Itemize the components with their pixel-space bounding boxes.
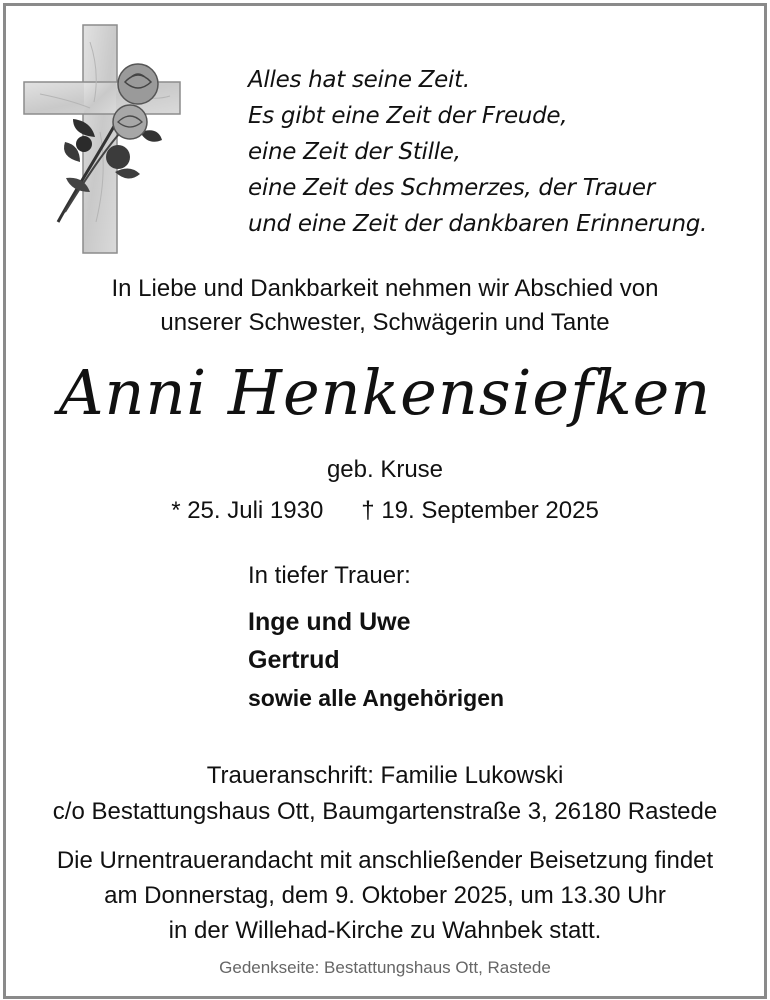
cross-with-roses-icon bbox=[20, 22, 200, 257]
mourner: Gertrud bbox=[248, 646, 340, 674]
death-date: † 19. September 2025 bbox=[361, 497, 599, 524]
life-dates bbox=[0, 497, 770, 525]
mourning-label: In tiefer Trauer: bbox=[248, 562, 411, 589]
condolence-address bbox=[0, 758, 770, 830]
mourner: Inge und Uwe bbox=[248, 608, 411, 636]
intro-text bbox=[0, 272, 770, 340]
poem bbox=[248, 62, 707, 242]
address-line: c/o Bestattungshaus Ott, Baumgartenstraße 3, 26180 Rastede bbox=[52, 798, 718, 825]
intro-line: In Liebe und Dankbarkeit nehmen wir Abschied von bbox=[111, 275, 659, 302]
poem-line: und eine Zeit der dankbaren Erinnerung. bbox=[248, 211, 708, 237]
poem-line: Es gibt eine Zeit der Freude, bbox=[248, 103, 568, 129]
deceased-name: Anni Henkensiefken bbox=[58, 356, 712, 429]
service-line: am Donnerstag, dem 9. Oktober 2025, um 13.30 Uhr bbox=[104, 882, 666, 909]
address-line: Traueranschrift: Familie Lukowski bbox=[206, 762, 564, 789]
service-line: in der Willehad-Kirche zu Wahnbek statt. bbox=[168, 917, 602, 944]
mourner: sowie alle Angehörigen bbox=[248, 685, 505, 711]
birth-date: * 25. Juli 1930 bbox=[171, 497, 324, 524]
poem-line: Alles hat seine Zeit. bbox=[248, 67, 470, 93]
service-line: Die Urnentrauerandacht mit anschließender Beisetzung findet bbox=[56, 847, 714, 874]
birth-name: geb. Kruse bbox=[326, 456, 444, 483]
service-info bbox=[0, 843, 770, 948]
intro-line: unserer Schwester, Schwägerin und Tante bbox=[160, 309, 610, 336]
poem-line: eine Zeit der Stille, bbox=[248, 139, 461, 165]
memorial-page-footer: Gedenkseite: Bestattungshaus Ott, Rastede bbox=[219, 958, 551, 977]
mourners-list bbox=[248, 603, 504, 717]
poem-line: eine Zeit des Schmerzes, der Trauer bbox=[248, 175, 655, 201]
